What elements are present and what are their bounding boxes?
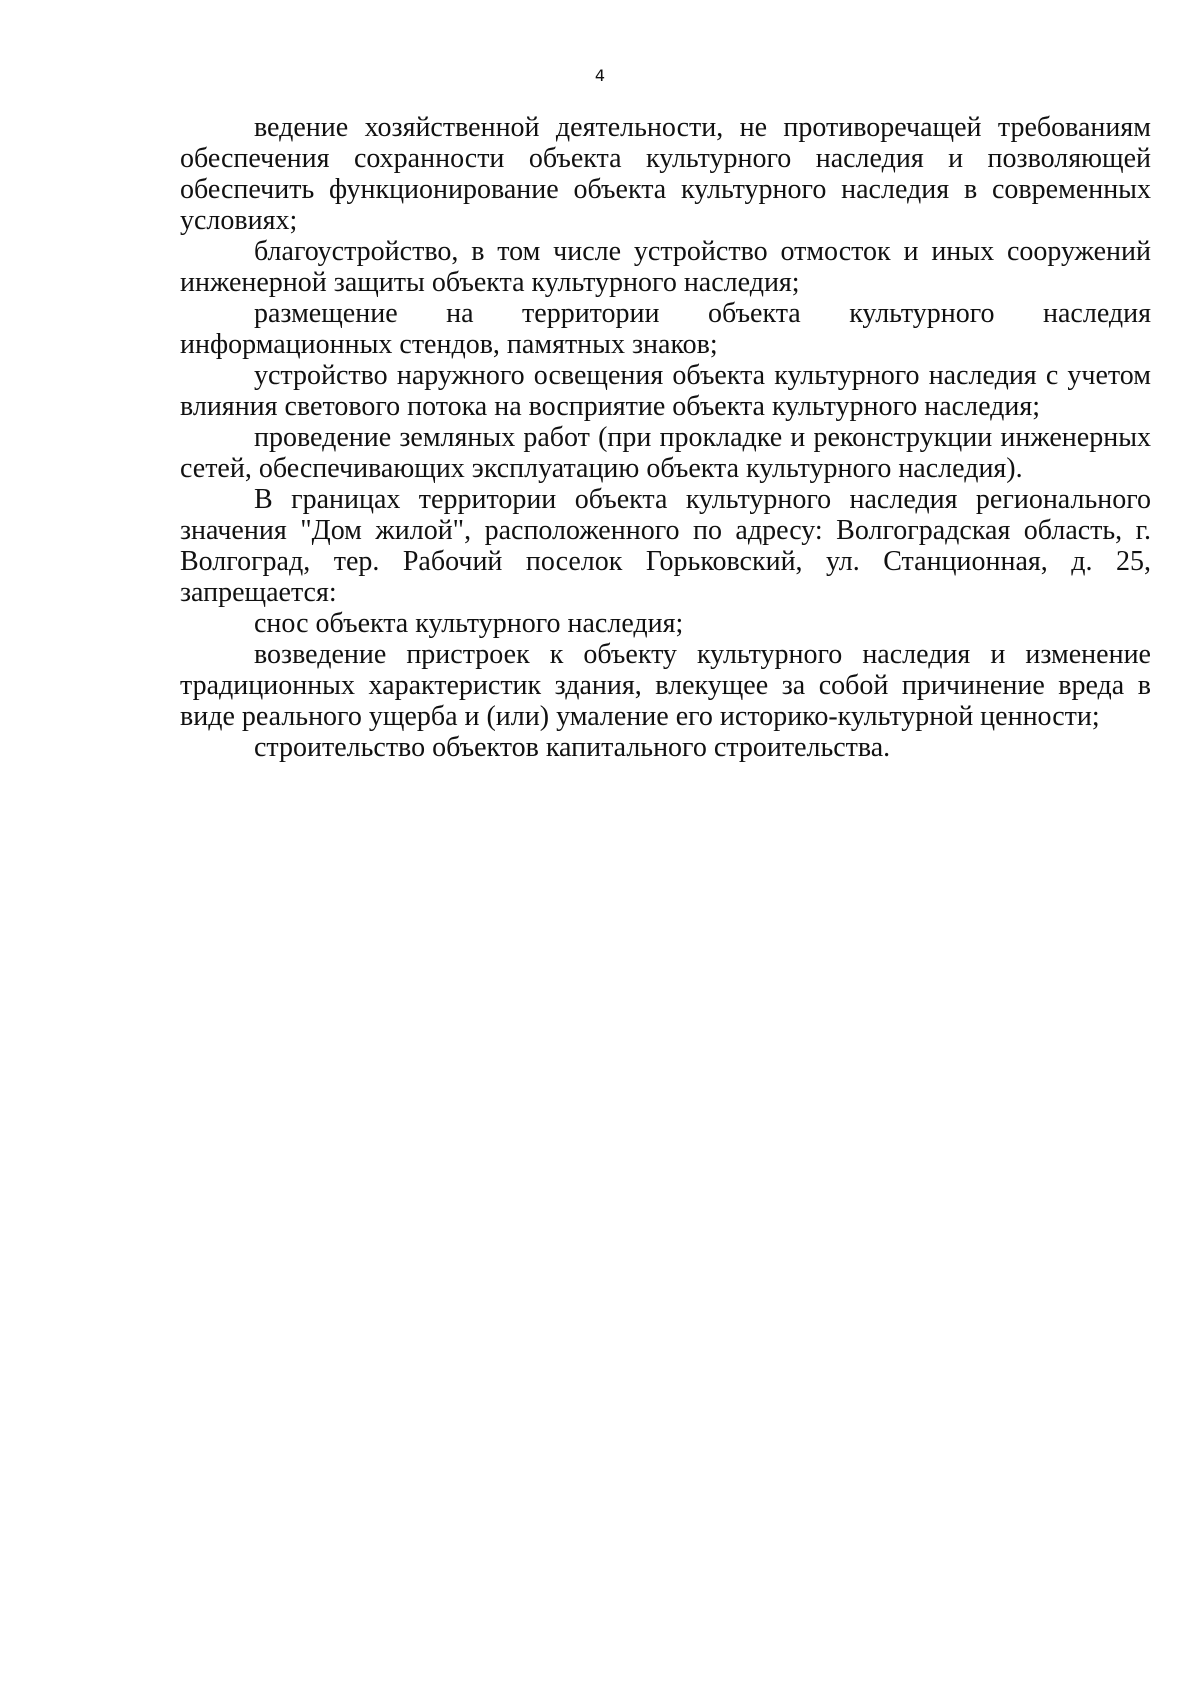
document-body [180, 112, 1151, 763]
page-number: 4 [594, 66, 606, 85]
paragraph-extensions: возведение пристроек к объекту культурного наследия и изменение традиционных характеристик здания, влекущее за собой причинение вреда в виде реального ущерба и (или) умаление его историко-культурной ценности; [180, 639, 1151, 732]
paragraph-landscaping: благоустройство, в том числе устройство отмосток и иных сооружений инженерной защиты объекта культурного наследия; [180, 236, 1151, 298]
paragraph-earthworks: проведение земляных работ (при прокладке и реконструкции инженерных сетей, обеспечивающих эксплуатацию объекта культурного наследия). [180, 422, 1151, 484]
paragraph-information-stands: размещение на территории объекта культурного наследия информационных стендов, памятных знаков; [180, 298, 1151, 360]
paragraph-economic-activity: ведение хозяйственной деятельности, не противоречащей требованиям обеспечения сохранности объекта культурного наследия и позволяющей обеспечить функционирование объекта культурного наследия в современных условиях; [180, 112, 1151, 236]
paragraph-capital-construction: строительство объектов капитального строительства. [254, 732, 891, 763]
paragraph-demolition: снос объекта культурного наследия; [254, 608, 684, 639]
paragraph-outdoor-lighting: устройство наружного освещения объекта культурного наследия с учетом влияния светового потока на восприятие объекта культурного наследия; [180, 360, 1151, 422]
paragraph-prohibited-intro: В границах территории объекта культурного наследия регионального значения "Дом жилой", расположенного по адресу: Волгоградская область, г. Волгоград, тер. Рабочий поселок Горьковский, ул. Станционная, д. 25, запрещается: [180, 484, 1151, 608]
